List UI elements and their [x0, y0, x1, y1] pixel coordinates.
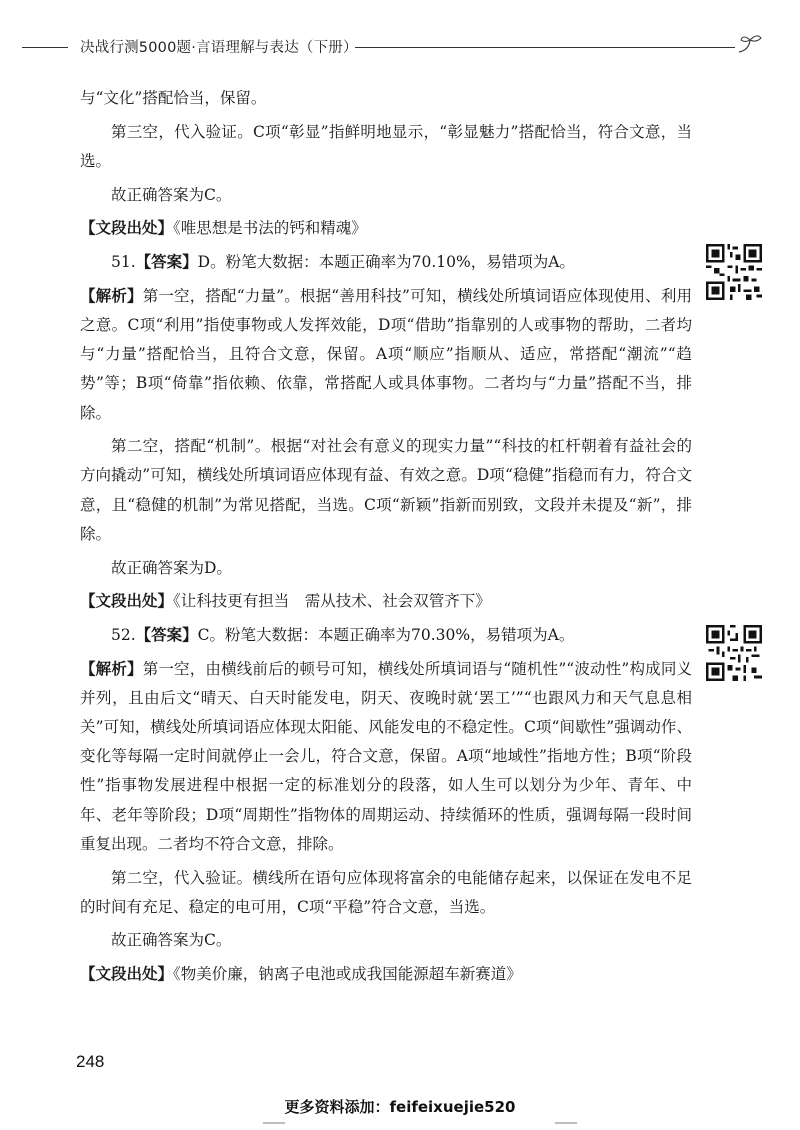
question-51-answer: [80, 248, 692, 277]
sprout-icon: [735, 30, 765, 60]
qr-code-52[interactable]: [706, 625, 762, 681]
question-52-analysis: [80, 655, 692, 859]
question-number: 51.: [111, 253, 136, 272]
analysis-tag: 【解析】: [80, 286, 143, 305]
source-line: [80, 587, 692, 616]
answer-tag: 【答案】: [135, 625, 198, 644]
paragraph: 第二空，代入验证。横线所在语句应体现将富余的电能储存起来，以保证在发电不足的时间有充足、稳定的电可用，C项“平稳”符合文意，当选。: [80, 868, 692, 916]
source-title: 《物美价廉，钠离子电池或成我国能源超车新赛道》: [173, 965, 522, 984]
source-title: 《唯思想是书法的钙和精魂》: [173, 219, 367, 238]
answer-text: C。粉笔大数据：本题正确率为70.30%，易错项为A。: [197, 625, 575, 644]
source-tag: 【文段出处】: [80, 592, 174, 611]
question-52-answer: [80, 621, 692, 650]
answer-line: 故正确答案为D。: [111, 558, 232, 577]
page-number: 248: [76, 1052, 105, 1071]
header-rule-right: [355, 47, 735, 48]
source-tag: 【文段出处】: [80, 965, 174, 984]
answer-tag: 【答案】: [135, 253, 198, 272]
scan-mark: [555, 1122, 577, 1124]
question-51-analysis: [80, 282, 692, 428]
analysis-text: 第一空，由横线前后的顿号可知，横线处所填词语与“随机性”“波动性”构成同义并列，且由后文“晴天、白天时能发电，阴天、夜晚时就‘罢工’”“也跟风力和天气息息相关”可知，横线处所填词语应体现太阳能、风能发电的不稳定性。C项“间歇性”强调动作、变化等每隔一定时间就停止一会儿，符合文意，保留。A项“地域性”指地方性；B项“阶段性”指事物发展进程中根据一定的标准划分的段落，如人生可以划分为少年、青年、中年、老年等阶段；D项“周期性”指物体的周期运动、持续循环的性质，强调每隔一段时间重复出现。二者均不符合文意，排除。: [80, 659, 692, 853]
question-number: 52.: [111, 625, 136, 644]
source-line: [80, 214, 692, 243]
paragraph: 第三空，代入验证。C项“彰显”指鲜明地显示，“彰显魅力”搭配恰当，符合文意，当选。: [80, 122, 692, 170]
running-header: [0, 30, 800, 66]
source-tag: 【文段出处】: [80, 219, 174, 238]
footer-note: 更多资料添加：feifeixuejie520: [284, 1098, 516, 1116]
page-body: [80, 84, 692, 989]
source-line: [80, 960, 692, 989]
book-title: 决战行测5000题·言语理解与表达（下册）: [80, 40, 358, 56]
source-title: 《让科技更有担当 需从技术、社会双管齐下》: [173, 592, 491, 611]
answer-line: 故正确答案为C。: [111, 931, 232, 950]
answer-line: 故正确答案为C。: [111, 185, 232, 204]
analysis-text: 第一空，搭配“力量”。根据“善用科技”可知，横线处所填词语应体现使用、利用之意。C项“利用”指使事物或人发挥效能，D项“借助”指靠别的人或事物的帮助，二者均与“力量”搭配恰当，且符合文意，保留。A项“顺应”指顺从、适应，常搭配“潮流”“趋势”等；B项“倚靠”指依赖、依靠，常搭配人或具体事物。二者均与“力量”搭配不当，排除。: [80, 286, 692, 422]
analysis-tag: 【解析】: [80, 659, 143, 678]
answer-text: D。粉笔大数据：本题正确率为70.10%，易错项为A。: [197, 253, 575, 272]
paragraph: 与“文化”搭配恰当，保留。: [80, 89, 267, 107]
paragraph: 第二空，搭配“机制”。根据“对社会有意义的现实力量”“科技的杠杆朝着有益社会的方向撬动”可知，横线处所填词语应体现有益、有效之意。D项“稳健”指稳而有力，符合文意，且“稳健的机制”为常见搭配，当选。C项“新颖”指新而别致，文段并未提及“新”，排除。: [80, 437, 692, 543]
qr-code-51[interactable]: [706, 244, 762, 300]
scan-mark: [263, 1122, 285, 1124]
header-rule-left: [22, 47, 68, 48]
